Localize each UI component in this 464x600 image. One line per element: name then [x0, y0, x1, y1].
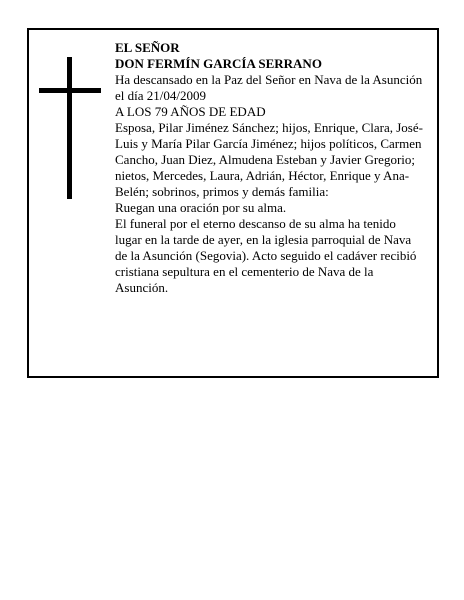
family-paragraph: Esposa, Pilar Jiménez Sánchez; hijos, Enrique, Clara, José-Luis y María Pilar García Jiménez; hijos políticos, Carmen Cancho, Juan Diez, Almudena Esteban y Javier Gregorio; nietos, Mercedes, Laura, Adrián, Héctor, Enrique y Ana-Belén; sobrinos, primos y demás familia: — [115, 120, 423, 199]
age-line: A LOS 79 AÑOS DE EDAD — [115, 104, 266, 119]
title-line-1: EL SEÑOR — [115, 40, 180, 55]
funeral-paragraph: El funeral por el eterno descanso de su alma ha tenido lugar en la tarde de ayer, en la iglesia parroquial de Nava de la Asunción (Segovia). Acto seguido el cadáver recibió cristiana sepultura en el cementerio de Nava de la Asunción. — [115, 216, 417, 295]
cross-vertical-bar — [67, 57, 72, 199]
prayer-line: Ruegan una oración por su alma. — [115, 200, 287, 215]
rest-line: Ha descansado en la Paz del Señor en Nava de la Asunción el día 21/04/2009 — [115, 72, 423, 103]
cross-icon — [39, 57, 101, 199]
obituary-notice — [27, 28, 439, 378]
cross-horizontal-bar — [39, 88, 101, 93]
obituary-text — [115, 40, 425, 296]
title-line-2: DON FERMÍN GARCÍA SERRANO — [115, 56, 322, 71]
